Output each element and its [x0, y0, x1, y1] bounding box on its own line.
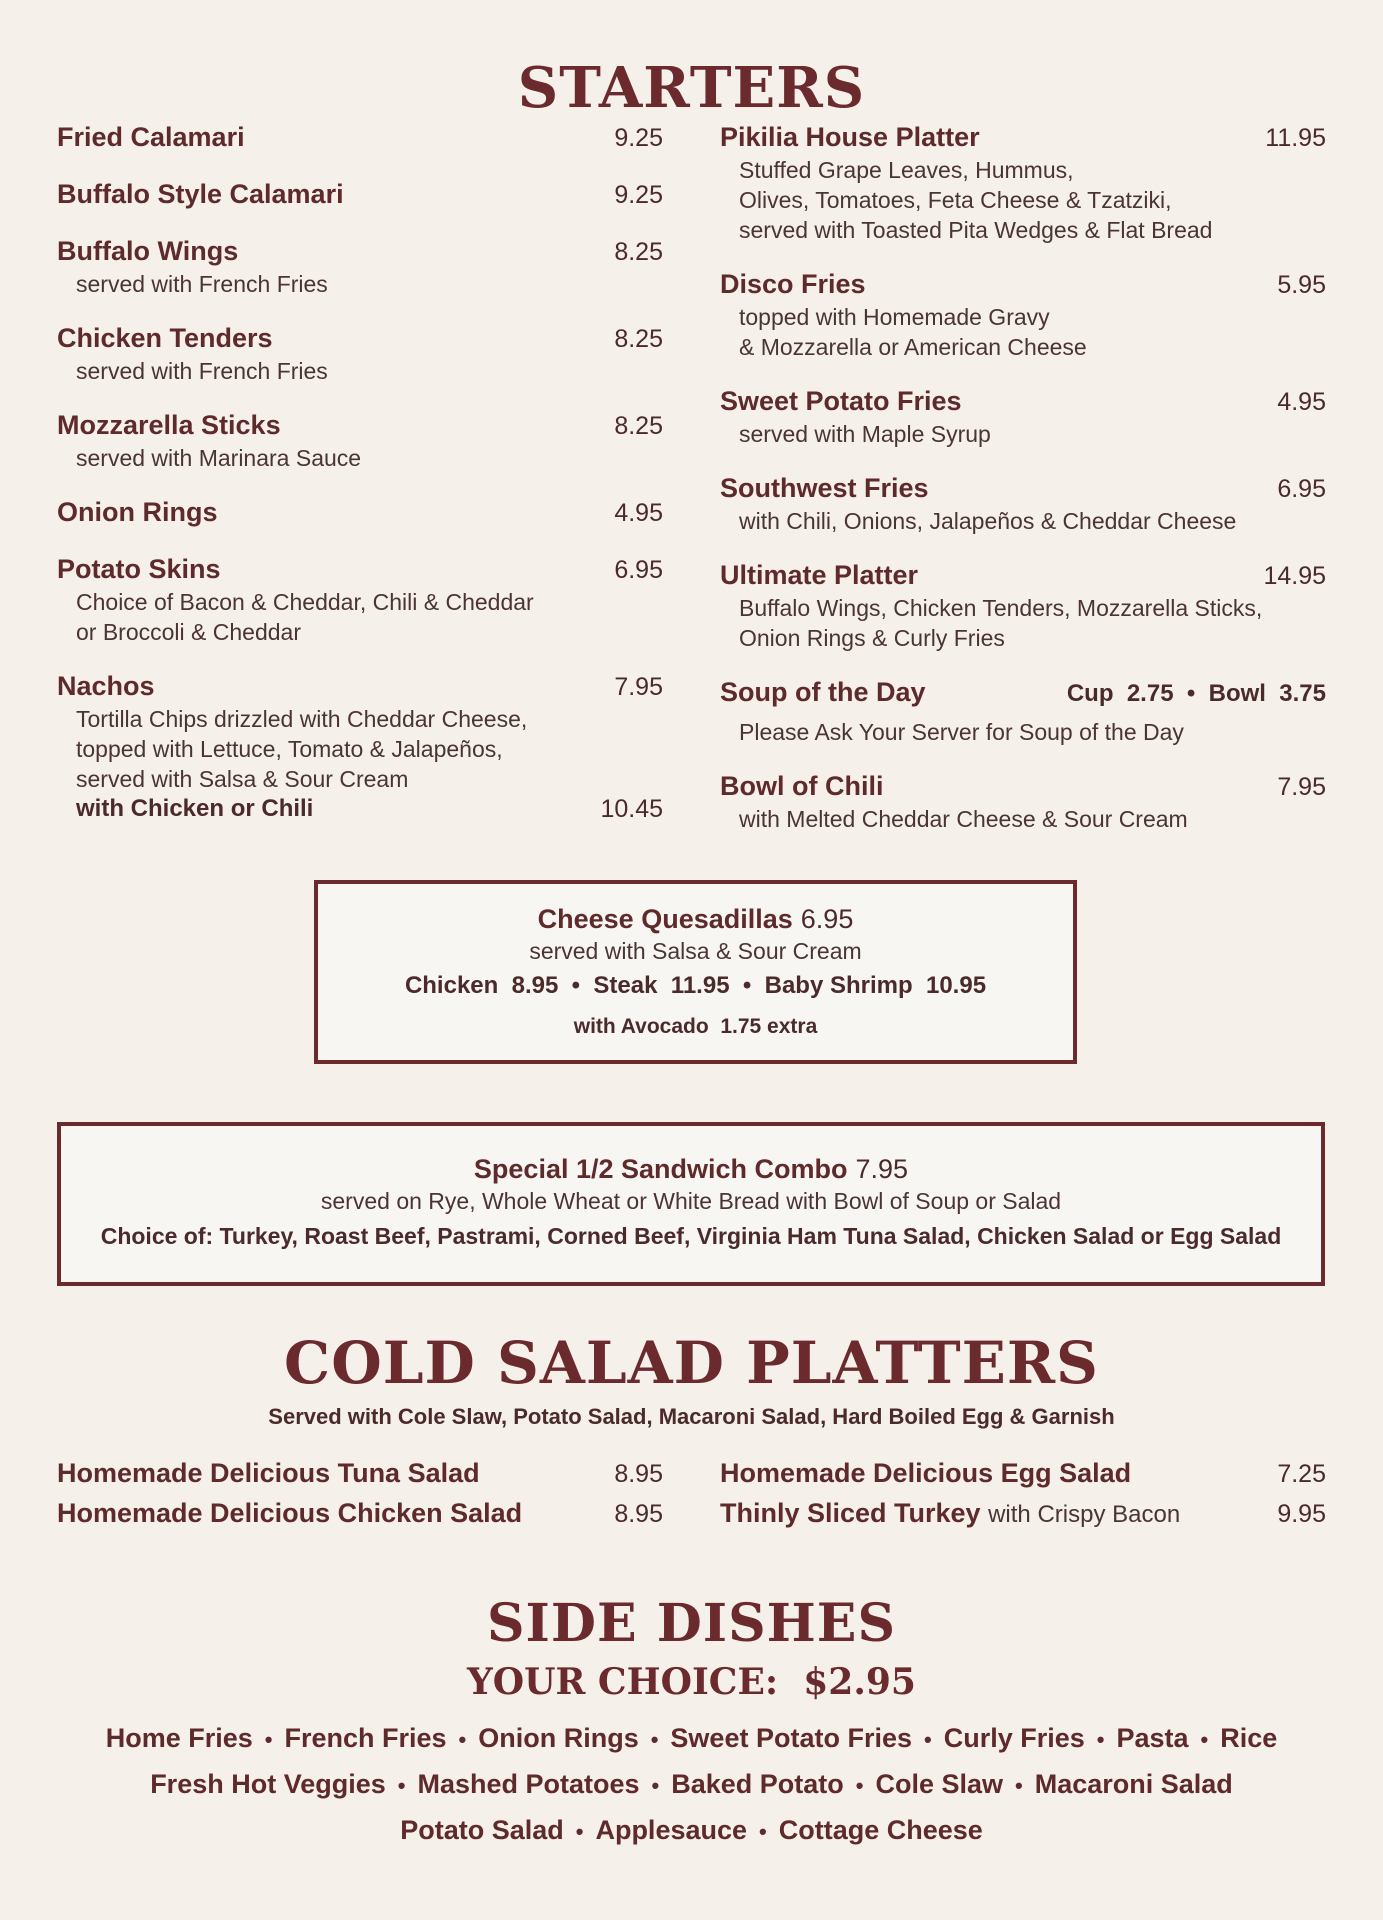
menu-item-soup [720, 675, 1326, 747]
menu-item-price: 4.95 [1277, 388, 1326, 416]
side-dish-item: French Fries [284, 1723, 447, 1753]
menu-item [720, 267, 1326, 362]
menu-item-name: Onion Rings [57, 497, 218, 527]
menu-item-description: with Melted Cheddar Cheese & Sour Cream [739, 806, 1188, 832]
menu-item-description: Please Ask Your Server for Soup of the Day [739, 719, 1184, 745]
menu-item-row [57, 408, 663, 443]
menu-item-name: Pikilia House Platter [720, 122, 980, 152]
menu-item [720, 471, 1326, 536]
menu-item-row [57, 177, 663, 212]
cold-salad-right-column [720, 1456, 1326, 1536]
combo-choices: Choice of: Turkey, Roast Beef, Pastrami, Corned Beef, Virginia Ham Tuna Salad, Chicken Salad or Egg Salad [100, 1223, 1282, 1249]
menu-item-price: 5.95 [1277, 271, 1326, 299]
menu-item-price: 6.95 [614, 556, 663, 584]
side-dish-item: Cole Slaw [875, 1769, 1004, 1799]
quesadillas-extra: with Avocado 1.75 extra [573, 1015, 818, 1038]
side-dish-item: Fresh Hot Veggies [150, 1769, 386, 1799]
soup-prices: Cup 2.75 • Bowl 3.75 [1066, 680, 1326, 707]
menu-item-price: 8.25 [614, 325, 663, 353]
menu-item-name: Ultimate Platter [720, 560, 919, 590]
menu-item-chili [720, 769, 1326, 834]
bullet-separator: • [651, 1773, 660, 1798]
side-dishes-title: SIDE DISHES [487, 1593, 896, 1654]
menu-item-extra [57, 794, 663, 824]
menu-item-extra-price: 10.45 [600, 795, 663, 823]
menu-item-price: 9.25 [614, 181, 663, 209]
menu-item-description: Tortilla Chips drizzled with Cheddar Cheese, [76, 706, 528, 732]
menu-item-name: Southwest Fries [720, 473, 929, 503]
cold-salad-left-column [57, 1456, 663, 1536]
cold-salad-name [57, 1456, 480, 1490]
side-dishes-line [0, 1764, 1383, 1806]
bullet-separator: • [1200, 1727, 1209, 1752]
menu-item-name: Buffalo Wings [57, 236, 239, 266]
menu-item-name: Chicken Tenders [57, 323, 273, 353]
combo-title [61, 1152, 1321, 1186]
menu-item-price: 6.95 [1277, 475, 1326, 503]
menu-item-row [57, 234, 663, 269]
menu-item-row [57, 669, 663, 704]
cold-salad-price: 9.95 [1277, 1500, 1326, 1528]
cold-salad-name [720, 1456, 1131, 1490]
menu-item-extra-label: with Chicken or Chili [76, 795, 314, 822]
menu-item-description: Choice of Bacon & Cheddar, Chili & Cheddar [76, 589, 534, 615]
menu-item [720, 384, 1326, 449]
cold-salad-name-text: Thinly Sliced Turkey [720, 1498, 981, 1528]
menu-item-row [720, 471, 1326, 506]
menu-item-row [57, 321, 663, 356]
menu-item-row [720, 675, 1326, 711]
quesadillas-price: 6.95 [800, 904, 854, 934]
bullet-separator: • [924, 1727, 932, 1752]
menu-item-description: or Broccoli & Cheddar [76, 619, 301, 645]
menu-item [57, 408, 663, 473]
cold-salad-title: COLD SALAD PLATTERS [284, 1329, 1099, 1397]
bullet-separator: • [855, 1773, 864, 1798]
combo-price: 7.95 [855, 1154, 909, 1184]
quesadillas-name: Cheese Quesadillas [537, 904, 793, 934]
menu-item-row [57, 120, 663, 155]
menu-item-description: served with Maple Syrup [739, 421, 991, 447]
menu-item-description: Olives, Tomatoes, Feta Cheese & Tzatziki, [739, 187, 1172, 213]
side-dish-item: Cottage Cheese [778, 1815, 983, 1845]
side-dishes-choice: YOUR CHOICE: $2.95 [467, 1661, 916, 1703]
menu-item [57, 495, 663, 530]
menu-item-row [720, 384, 1326, 419]
menu-item-price: 7.95 [1277, 773, 1326, 801]
bullet-separator: • [458, 1727, 467, 1752]
starters-title: STARTERS [517, 55, 866, 121]
cold-salad-name [720, 1496, 1180, 1532]
cold-salad-item [720, 1456, 1326, 1496]
combo-desc: served on Rye, Whole Wheat or White Bread with Bowl of Soup or Salad [320, 1188, 1062, 1214]
bullet-separator: • [264, 1727, 273, 1752]
side-dish-item: Pasta [1116, 1723, 1189, 1753]
menu-item [57, 552, 663, 647]
menu-item [57, 321, 663, 386]
menu-item-price: 9.25 [614, 124, 663, 152]
side-dish-item: Applesauce [595, 1815, 748, 1845]
menu-item-price: 7.95 [614, 673, 663, 701]
menu-item-description: with Chili, Onions, Jalapeños & Cheddar Cheese [739, 508, 1237, 534]
cold-salad-item [720, 1496, 1326, 1536]
cold-salad-price: 8.95 [614, 1460, 663, 1488]
menu-item-description: Buffalo Wings, Chicken Tenders, Mozzarella Sticks, [739, 595, 1263, 621]
combo-name: Special 1/2 Sandwich Combo [473, 1154, 848, 1184]
bullet-separator: • [575, 1819, 584, 1844]
bullet-separator: • [397, 1773, 406, 1798]
menu-item-description: & Mozzarella or American Cheese [739, 334, 1087, 360]
menu-item-price: 14.95 [1263, 562, 1326, 590]
side-dish-item: Potato Salad [400, 1815, 564, 1845]
side-dish-item: Sweet Potato Fries [670, 1723, 912, 1753]
menu-item-name: Bowl of Chili [720, 771, 884, 801]
quesadillas-options: Chicken 8.95 • Steak 11.95 • Baby Shrimp 10.95 [404, 972, 987, 999]
menu-item-row [720, 120, 1326, 155]
menu-item-row [720, 267, 1326, 302]
menu-item [57, 120, 663, 155]
menu-item-description: served with French Fries [76, 271, 328, 297]
menu-item-name: Buffalo Style Calamari [57, 179, 344, 209]
starters-right-column [720, 120, 1326, 856]
cold-salad-item [57, 1496, 663, 1536]
cold-salad-price: 7.25 [1277, 1460, 1326, 1488]
menu-item-description: topped with Lettuce, Tomato & Jalapeños, [76, 736, 503, 762]
quesadillas-title [318, 902, 1073, 936]
cold-salad-name-text: Homemade Delicious Tuna Salad [57, 1458, 480, 1488]
side-dish-item: Macaroni Salad [1034, 1769, 1233, 1799]
menu-item [57, 177, 663, 212]
menu-item-row [57, 495, 663, 530]
side-dish-item: Onion Rings [478, 1723, 639, 1753]
menu-item-description: served with Salsa & Sour Cream [76, 766, 409, 792]
menu-item-name: Mozzarella Sticks [57, 410, 281, 440]
menu-item-name: Soup of the Day [720, 677, 926, 707]
menu-item-name: Disco Fries [720, 269, 866, 299]
menu-item-price: 11.95 [1265, 124, 1326, 152]
menu-item [720, 558, 1326, 653]
cold-salad-price: 8.95 [614, 1500, 663, 1528]
cold-salad-name-text: Homemade Delicious Egg Salad [720, 1458, 1132, 1488]
menu-item-description: served with Toasted Pita Wedges & Flat Bread [739, 217, 1213, 243]
starters-left-column [57, 120, 663, 846]
cold-salad-name [57, 1496, 522, 1530]
menu-item-price: 8.25 [614, 412, 663, 440]
side-dish-item: Rice [1220, 1723, 1278, 1753]
side-dish-item: Mashed Potatoes [417, 1769, 640, 1799]
cold-salad-note: with Crispy Bacon [988, 1501, 1181, 1528]
bullet-separator: • [1096, 1727, 1105, 1752]
menu-item-row [720, 558, 1326, 593]
menu-item-name: Sweet Potato Fries [720, 386, 962, 416]
menu-item-price: 8.25 [614, 238, 663, 266]
menu-item-price: 4.95 [614, 499, 663, 527]
quesadillas-box [314, 880, 1077, 1064]
bullet-separator: • [1015, 1773, 1023, 1798]
menu-item-description: Onion Rings & Curly Fries [739, 625, 1005, 651]
menu-item-row [720, 769, 1326, 804]
cold-salad-subtitle: Served with Cole Slaw, Potato Salad, Macaroni Salad, Hard Boiled Egg & Garnish [268, 1404, 1115, 1429]
bullet-separator: • [759, 1819, 767, 1844]
cold-salad-item [57, 1456, 663, 1496]
menu-item [57, 669, 663, 824]
cold-salad-name-text: Homemade Delicious Chicken Salad [57, 1498, 523, 1528]
side-dishes-line [0, 1810, 1383, 1852]
menu-item-name: Fried Calamari [57, 122, 245, 152]
menu-item-row [57, 552, 663, 587]
side-dishes-line [0, 1718, 1383, 1760]
menu-item [720, 120, 1326, 245]
quesadillas-desc: served with Salsa & Sour Cream [529, 938, 862, 964]
menu-item-name: Nachos [57, 671, 155, 701]
menu-item-description: served with French Fries [76, 358, 328, 384]
menu-item-description: topped with Homemade Gravy [739, 304, 1050, 330]
menu-item-description: served with Marinara Sauce [76, 445, 362, 471]
menu-item [57, 234, 663, 299]
side-dish-item: Baked Potato [671, 1769, 844, 1799]
bullet-separator: • [650, 1727, 659, 1752]
side-dish-item: Curly Fries [943, 1723, 1085, 1753]
menu-item-name: Potato Skins [57, 554, 221, 584]
sandwich-combo-box [57, 1122, 1325, 1286]
side-dish-item: Home Fries [105, 1723, 253, 1753]
menu-item-description: Stuffed Grape Leaves, Hummus, [739, 157, 1074, 183]
